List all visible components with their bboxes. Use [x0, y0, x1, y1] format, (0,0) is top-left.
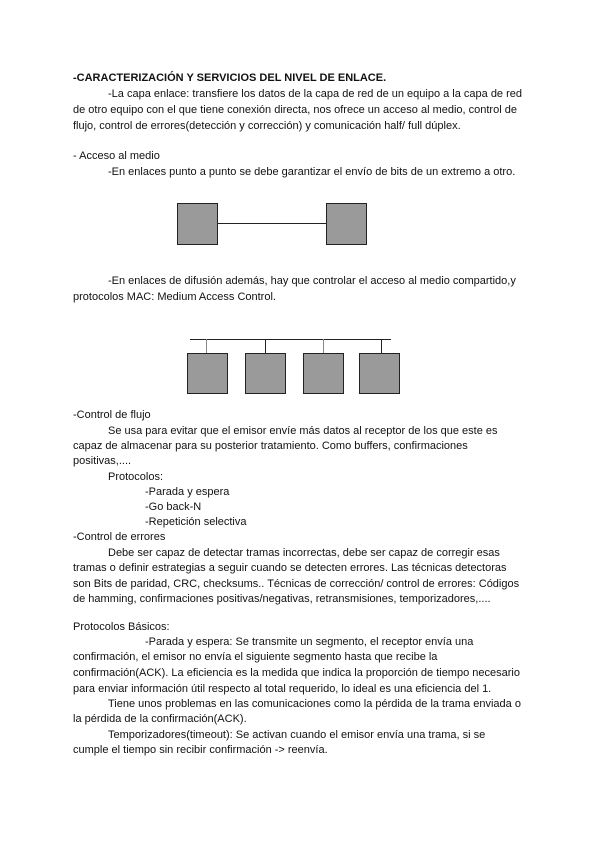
bus-line [190, 339, 391, 340]
text-line: para enviar información útil respecto al total requerido, lo ideal es una eficiencia del 1. [73, 683, 492, 695]
text-line: cumple el tiempo sin recibir confirmación -> reenvía. [73, 744, 328, 756]
text-line: son Bits de paridad, CRC, checksums.. Técnicas de corrección/ control de errores: Códigos [73, 578, 520, 590]
text-line: positivas,.... [73, 455, 132, 467]
text-line: Se usa para evitar que el emisor envíe más datos al receptor de los que este es [108, 425, 498, 437]
text-line: -La capa enlace: transfiere los datos de la capa de red de un equipo a la capa de red [108, 88, 523, 100]
text-line: capaz de almacenar para su posterior tratamiento. Como buffers, confirmaciones [73, 440, 468, 452]
text-line: -Control de errores [73, 531, 166, 543]
text-line: Temporizadores(timeout): Se activan cuando el emisor envía una trama, si se [108, 729, 486, 741]
text-line: -En enlaces de difusión además, hay que controlar el acceso al medio compartido,y [108, 275, 516, 287]
text-line: -Control de flujo [73, 409, 151, 421]
drop-line [265, 339, 266, 353]
text-line: protocolos MAC: Medium Access Control. [73, 291, 276, 303]
node-box [303, 353, 344, 394]
drop-line [323, 339, 324, 353]
node-box [177, 203, 218, 245]
node-box [187, 353, 228, 394]
text-line: Protocolos Básicos: [73, 621, 170, 633]
node-box [326, 203, 367, 245]
drop-line [381, 339, 382, 353]
text-line: -Go back-N [145, 501, 202, 513]
text-line: de hamming, confirmaciones positivas/negativas, retransmisiones, temporizadores,.... [73, 593, 491, 605]
text-line: -En enlaces punto a punto se debe garantizar el envío de bits de un extremo a otro. [108, 166, 516, 178]
text-line: Protocolos: [108, 471, 164, 483]
text-line: Debe ser capaz de detectar tramas incorrectas, debe ser capaz de corregir esas [108, 547, 500, 559]
text-line: -Parada y espera [145, 486, 230, 498]
text-line: la pérdida de la confirmación(ACK). [73, 713, 247, 725]
text-line: -Parada y espera: Se transmite un segmento, el receptor envía una [145, 636, 474, 648]
text-line: confirmación, el emisor no envía el siguiente segmento hasta que recibe la [73, 651, 438, 663]
text-line: confirmación(ACK). La eficiencia es la medida que indica la proporción de tiempo necesario [73, 667, 520, 679]
text-line: de otro equipo con el que tiene conexión directa, nos ofrece un acceso al medio, control de [73, 104, 517, 116]
text-line: - Acceso al medio [73, 150, 160, 162]
text-line: flujo, control de errores(detección y corrección) y comunicación half/ full dúplex. [73, 120, 461, 132]
link-line [218, 223, 326, 224]
node-box [359, 353, 400, 394]
document-heading: -CARACTERIZACIÓN Y SERVICIOS DEL NIVEL DE ENLACE. [73, 72, 387, 84]
drop-line [206, 339, 207, 353]
node-box [245, 353, 286, 394]
text-line: -Repetición selectiva [145, 516, 247, 528]
text-line: Tiene unos problemas en las comunicaciones como la pérdida de la trama enviada o [108, 698, 521, 710]
text-line: tramas o definir estrategias a seguir cuando se detecten errores. Las técnicas detectoras [73, 562, 507, 574]
